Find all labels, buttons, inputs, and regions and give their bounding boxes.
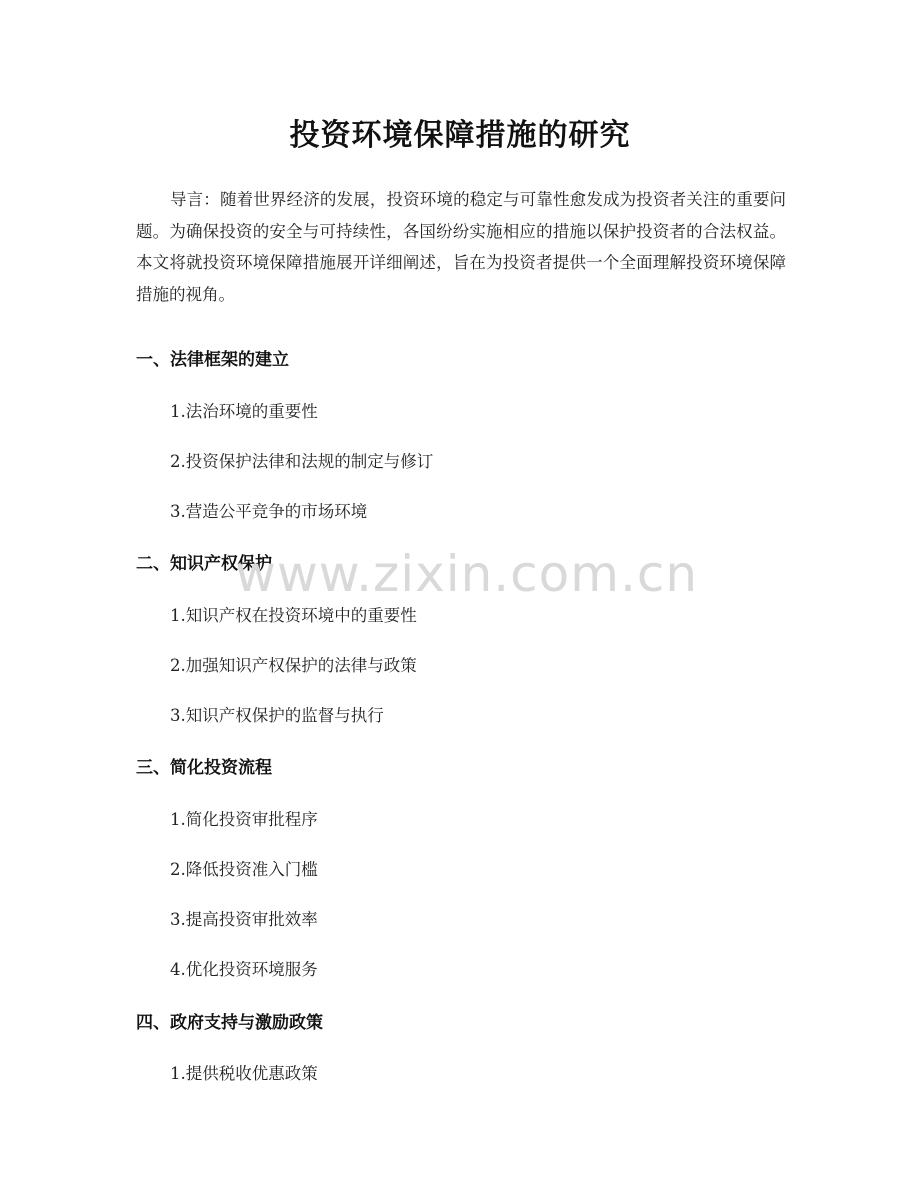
section-heading-legal-framework: 一、法律框架的建立	[136, 350, 289, 370]
list-item: 3.提高投资审批效率	[170, 910, 318, 929]
section-heading-ip-protection: 二、知识产权保护	[136, 554, 272, 574]
list-item: 2.加强知识产权保护的法律与政策	[170, 656, 417, 675]
list-item: 3.知识产权保护的监督与执行	[170, 706, 384, 725]
list-item: 4.优化投资环境服务	[170, 960, 318, 979]
list-item: 1.知识产权在投资环境中的重要性	[170, 606, 417, 625]
document-title: 投资环境保障措施的研究	[289, 118, 631, 153]
watermark-text: www.zixin.com.cn	[235, 545, 699, 603]
intro-paragraph: 导言：随着世界经济的发展，投资环境的稳定与可靠性愈发成为投资者关注的重要问题。为确保投资的安全与可持续性，各国纷纷实施相应的措施以保护投资者的合法权益。本文将就投资环境保障措施展开详细阐述，旨在为投资者提供一个全面理解投资环境保障措施的视角。	[136, 190, 786, 304]
list-item: 1.提供税收优惠政策	[170, 1064, 318, 1083]
list-item: 2.降低投资准入门槛	[170, 860, 318, 879]
list-item: 2.投资保护法律和法规的制定与修订	[170, 452, 434, 471]
section-heading-simplify-process: 三、简化投资流程	[136, 758, 272, 778]
list-item: 1.法治环境的重要性	[170, 402, 318, 421]
section-heading-government-support: 四、政府支持与激励政策	[136, 1013, 323, 1033]
list-item: 1.简化投资审批程序	[170, 810, 318, 829]
list-item: 3.营造公平竞争的市场环境	[170, 502, 368, 521]
